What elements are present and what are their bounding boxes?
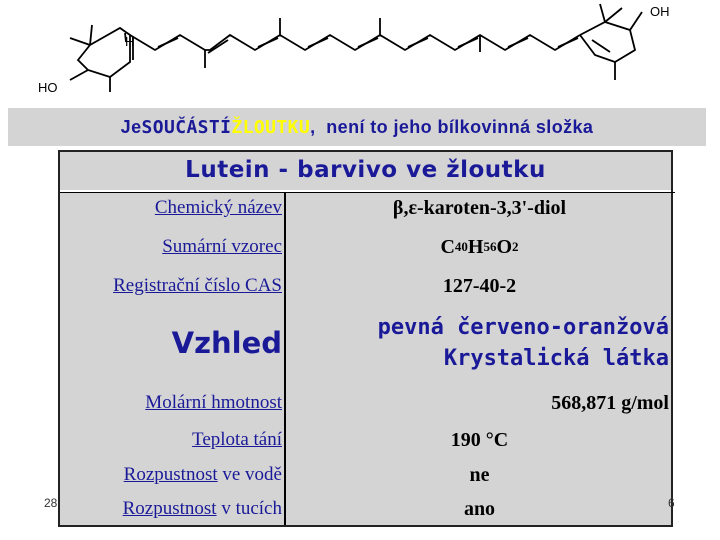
solubility-water-link[interactable]: Rozpustnost (123, 464, 218, 485)
appearance-label: Vzhled (58, 302, 286, 384)
lutein-structure-diagram (30, 0, 690, 100)
table-row-molar-mass (58, 384, 673, 422)
subtitle-banner (8, 108, 706, 146)
subtitle-highlight: ŽLOUTKU (231, 116, 311, 138)
formula-o-sub: 2 (512, 239, 519, 254)
melting-point-value: 190 °C (286, 422, 673, 458)
chemical-name-link[interactable]: Chemický název (154, 197, 282, 218)
subtitle-part2: SOUČÁSTÍ (141, 116, 232, 138)
formula-c-sub: 40 (454, 239, 468, 254)
molar-mass-value: 568,871 g/mol (286, 384, 673, 422)
appearance-line2: Krystalická látka (443, 346, 669, 371)
footer-left-number: 28 (44, 496, 58, 510)
appearance-value (286, 302, 673, 384)
formula-h-sub: 56 (483, 239, 497, 254)
table-row-appearance (58, 302, 673, 384)
lutein-info-table (58, 150, 673, 525)
subtitle-part4: , (310, 116, 316, 137)
solubility-fats-value: ano (286, 492, 673, 526)
molar-mass-link[interactable]: Molární hmotnost (145, 392, 282, 413)
cas-value: 127-40-2 (286, 270, 673, 302)
subtitle-part5: není to jeho bílkovinná složka (315, 116, 594, 137)
cas-link[interactable]: Registrační číslo CAS (113, 275, 282, 296)
appearance-line1: pevná červeno-oranžová (377, 315, 669, 340)
formula-c: C (440, 235, 455, 258)
chemical-name-value: β,ε-karoten-3,3'-diol (286, 192, 673, 224)
formula-o: O (496, 235, 513, 258)
atom-ho-label: HO (38, 80, 58, 95)
solubility-water-value: ne (286, 458, 673, 492)
subtitle-part1: Je (120, 116, 142, 137)
table-row-melting-point (58, 422, 673, 458)
formula-h: H (467, 235, 484, 258)
solubility-fats-rest: v tucích (216, 498, 282, 519)
formula-value (286, 224, 673, 270)
table-row-solubility-water (58, 458, 673, 492)
solubility-water-rest: ve vodě (217, 464, 282, 485)
table-row-chemical-name (58, 192, 673, 224)
table-header: Lutein - barvivo ve žloutku (58, 150, 673, 190)
footer-right-number: 6 (668, 496, 675, 510)
atom-h-label: H (125, 34, 135, 49)
table-row-cas (58, 270, 673, 302)
table-row-formula (58, 224, 673, 270)
atom-oh-label: OH (650, 4, 670, 19)
solubility-fats-link[interactable]: Rozpustnost (122, 498, 217, 519)
table-row-solubility-fats (58, 492, 673, 526)
formula-link[interactable]: Sumární vzorec (162, 236, 282, 257)
melting-point-link[interactable]: Teplota tání (192, 429, 282, 450)
